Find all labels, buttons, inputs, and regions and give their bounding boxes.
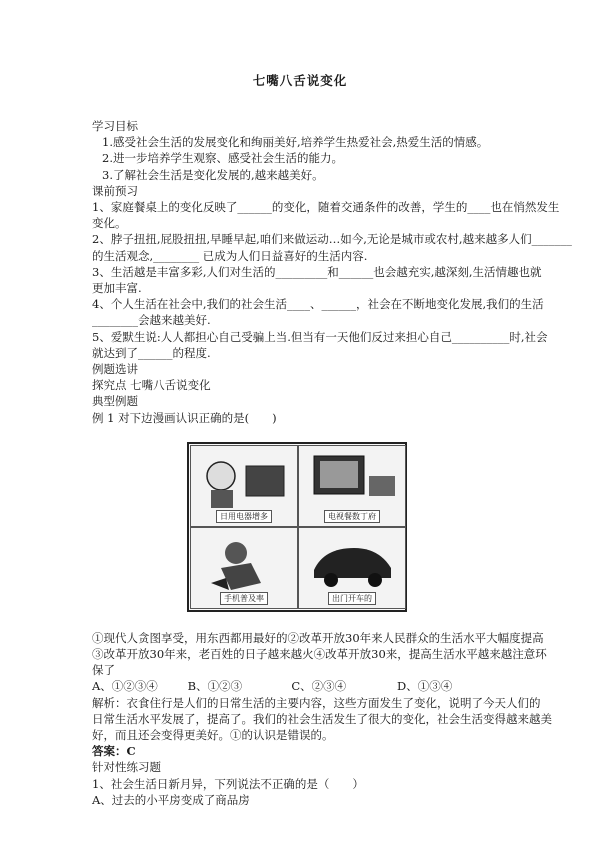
examples-heading: 例题选讲 <box>92 362 138 377</box>
option-b: B、①②③ <box>187 679 243 694</box>
option-c: C、②③④ <box>291 679 347 694</box>
practice-option-a: A、过去的小平房变成了商品房 <box>92 792 250 807</box>
options-row <box>92 678 532 694</box>
preview-line: 1、家庭餐桌上的变化反映了______的变化，随着交通条件的改善，学生的____也在悄然发生 <box>92 200 560 215</box>
answer: 答案：C <box>92 744 136 759</box>
cartoon-panel-car <box>298 527 406 609</box>
objective-item: 3.了解社会生活是变化发展的,越来越美好。 <box>102 167 324 182</box>
explore-point: 探究点 七嘴八舌说变化 <box>92 378 211 393</box>
caption-tv: 电视餐数丁府 <box>324 510 380 523</box>
analysis-line: 解析：衣食住行是人们的日常生活的主要内容，这些方面发生了变化，说明了今天人们的 <box>92 695 541 710</box>
objective-item: 1.感受社会生活的发展变化和绚丽美好,培养学生热爱社会,热爱生活的情感。 <box>102 135 489 150</box>
caption-phone: 手机普及率 <box>220 592 268 605</box>
preview-line: 2、脖子扭扭,屁股扭扭,早睡早起,咱们来做运动…如今,无论是城市或农村,越来越多人们_______ <box>92 232 572 247</box>
caption-appliances: 日用电器增多 <box>216 510 272 523</box>
cartoon-panel-tv <box>298 445 406 527</box>
statement-line: 保了 <box>92 663 115 678</box>
preview-line: 变化。 <box>92 216 127 231</box>
option-d: D、①③④ <box>396 679 453 694</box>
caption-car: 出门开车的 <box>328 592 376 605</box>
preview-line: 3、生活越是丰富多彩,人们对生活的_________和______也会越充实,越深刻,生活情趣也就 <box>92 264 542 279</box>
cartoon-figure <box>187 442 407 612</box>
preview-line: 更加丰富. <box>92 281 142 296</box>
preview-line: 4、个人生活在社会中,我们的社会生活____、______，社会在不断地变化发展,我们的生活 <box>92 297 544 312</box>
practice-heading: 针对性练习题 <box>92 760 161 775</box>
statement-line: ③改革开放30年来，老百姓的日子越来越火④改革开放30来，提高生活水平越来越注意环 <box>92 647 547 662</box>
cartoon-panel-appliances <box>190 445 298 527</box>
practice-question-1: 1、社会生活日新月异，下列说法不正确的是（ ） <box>92 776 364 791</box>
objectives-heading: 学习目标 <box>92 119 138 133</box>
preview-line: ________会越来越美好. <box>92 313 211 328</box>
option-a: A、①②③④ <box>92 679 158 694</box>
page-title: 七嘴八舌说变化 <box>252 73 348 88</box>
preview-line: 的生活观念,________ 已成为人们日益喜好的生活内容. <box>92 248 368 263</box>
preview-line: 5、爱默生说:人人都担心自己受骗上当.但当有一天他们反过来担心自己__________时,社会 <box>92 329 548 344</box>
typical-heading: 典型例题 <box>92 394 138 409</box>
cartoon-panel-phone <box>190 527 298 609</box>
preview-line: 就达到了______的程度. <box>92 345 211 360</box>
document-body <box>92 118 572 808</box>
example-1-question: 例 1 对下边漫画认识正确的是( ) <box>92 410 277 425</box>
analysis-line: 好，而且还会变得更美好。①的认识是错误的。 <box>92 728 334 743</box>
objective-item: 2.进一步培养学生观察、感受社会生活的能力。 <box>102 151 343 166</box>
statement-line: ①现代人贪图享受，用东西都用最好的②改革开放30年来人民群众的生活水平大幅度提高 <box>92 630 544 645</box>
preview-heading: 课前预习 <box>92 183 138 198</box>
analysis-line: 日常生活水平发展了，提高了。我们的社会生活发生了很大的变化，社会生活变得越来越美 <box>92 711 552 726</box>
